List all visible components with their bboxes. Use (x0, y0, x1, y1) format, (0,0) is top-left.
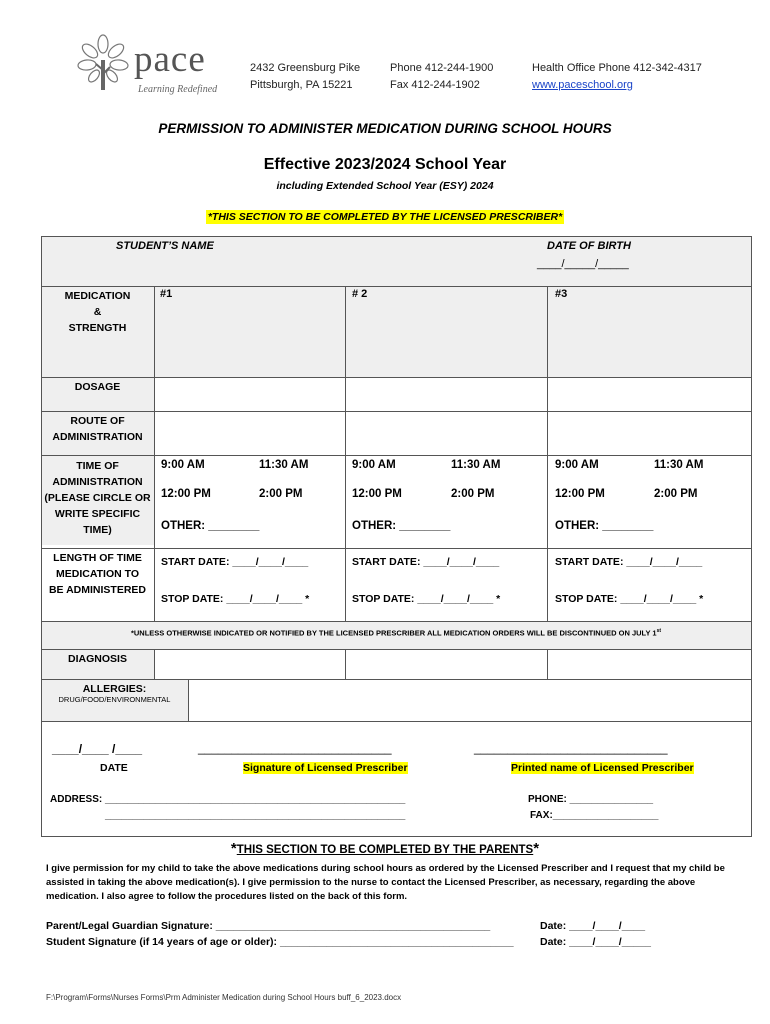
printed-name-label: Printed name of Licensed Prescriber (511, 762, 694, 774)
discontinue-note: *UNLESS OTHERWISE INDICATED OR NOTIFIED BY THE LICENSED PRESCRIBER ALL MEDICATION ORDERS WILL BE DISCONTINUED ON JULY 1st (130, 628, 662, 638)
allergies-label: ALLERGIES: DRUG/FOOD/ENVIRONMENTAL (58, 683, 171, 704)
student-signature-field[interactable]: Student Signature (if 14 years of age or older): ________________________________________ (46, 936, 514, 948)
allergies-field[interactable] (190, 681, 749, 719)
time-option-1130am[interactable]: 11:30 AM (654, 459, 704, 471)
student-date-field[interactable]: Date: ____/____/_____ (540, 936, 651, 948)
dob-field[interactable]: ____/_____/_____ (537, 258, 629, 270)
length-label: LENGTH OF TIME MEDICATION TO BE ADMINISTERED (48, 552, 147, 596)
time-other-field[interactable]: OTHER: ________ (161, 520, 260, 532)
dosage-field-1[interactable] (156, 379, 343, 409)
phone-number: Phone 412-244-1900 (390, 62, 494, 74)
address-line2: Pittsburgh, PA 15221 (250, 79, 353, 91)
time-option-900am[interactable]: 9:00 AM (555, 459, 599, 471)
website-link[interactable]: www.paceschool.org (532, 79, 633, 91)
school-address (250, 60, 360, 94)
time-option-1200pm[interactable]: 12:00 PM (555, 488, 605, 500)
parent-date-field[interactable]: Date: ____/____/____ (540, 920, 646, 932)
prescriber-signature-line[interactable]: _____________________________ (198, 741, 392, 755)
prescriber-date-field[interactable]: ____/____ /____ (52, 742, 143, 756)
time-option-1200pm[interactable]: 12:00 PM (161, 488, 211, 500)
stop-date-field[interactable]: STOP DATE: ____/____/____ * (555, 593, 704, 605)
parent-signature-field[interactable]: Parent/Legal Guardian Signature: _______________________________________________ (46, 920, 491, 932)
stop-date-field[interactable]: STOP DATE: ____/____/____ * (161, 593, 310, 605)
address-field[interactable]: ADDRESS: ______________________________________________________ (50, 794, 406, 805)
prescriber-section-note: *THIS SECTION TO BE COMPLETED BY THE LICENSED PRESCRIBER* (207, 211, 563, 223)
parents-section-heading: *THIS SECTION TO BE COMPLETED BY THE PARENTS* (230, 840, 540, 857)
prescriber-signature-label: Signature of Licensed Prescriber (243, 762, 408, 774)
time-option-1130am[interactable]: 11:30 AM (259, 459, 309, 471)
dosage-field-2[interactable] (347, 379, 545, 409)
fax-number: Fax 412-244-1902 (390, 79, 480, 91)
prescriber-phone-field[interactable]: PHONE: _______________ (528, 794, 654, 805)
start-date-field[interactable]: START DATE: ____/____/____ (352, 556, 500, 568)
time-other-field[interactable]: OTHER: ________ (555, 520, 654, 532)
address-field-line2[interactable]: ______________________________________________________ (105, 810, 406, 821)
dosage-field-3[interactable] (549, 379, 749, 409)
school-phone-fax (390, 60, 493, 94)
pace-logo (72, 34, 232, 100)
dob-label: DATE OF BIRTH (547, 240, 631, 252)
time-other-field[interactable]: OTHER: ________ (352, 520, 451, 532)
date-label: DATE (100, 762, 128, 774)
time-option-1200pm[interactable]: 12:00 PM (352, 488, 402, 500)
medication-col-1[interactable]: #1 (160, 288, 173, 300)
health-office (532, 60, 702, 94)
printed-name-line[interactable]: _____________________________ (474, 741, 668, 755)
medication-label: MEDICATION & STRENGTH (64, 290, 131, 334)
diagnosis-field-1[interactable] (156, 651, 343, 677)
time-option-200pm[interactable]: 2:00 PM (259, 488, 303, 500)
time-option-1130am[interactable]: 11:30 AM (451, 459, 501, 471)
start-date-field[interactable]: START DATE: ____/____/____ (555, 556, 703, 568)
time-label: TIME OF ADMINISTRATION (PLEASE CIRCLE OR WRITE SPECIFIC TIME) (44, 460, 151, 536)
logo-tagline: Learning Redefined (138, 84, 218, 95)
dosage-label: DOSAGE (74, 381, 121, 393)
medication-col-2[interactable]: # 2 (352, 288, 368, 300)
diagnosis-field-2[interactable] (347, 651, 545, 677)
time-option-200pm[interactable]: 2:00 PM (451, 488, 495, 500)
start-date-field[interactable]: START DATE: ____/____/____ (161, 556, 309, 568)
prescriber-fax-field[interactable]: FAX:___________________ (530, 810, 659, 821)
time-option-900am[interactable]: 9:00 AM (161, 459, 205, 471)
diagnosis-label: DIAGNOSIS (68, 653, 127, 665)
esy-note: including Extended School Year (ESY) 2024 (276, 180, 494, 192)
student-name-label: STUDENT’S NAME (116, 240, 214, 252)
parent-consent-text: I give permission for my child to take the above medications during school hours as ordered by the Licensed Prescriber and I request that my child be assisted in taking the above medication(s). I give permission to the nurse to contact the Licensed Prescriber, as necessary, regarding the above medication. I also agree to follow the procedures listed on the back of this form. (46, 863, 725, 902)
logo-word: pace (134, 39, 206, 80)
medication-col-3[interactable]: #3 (555, 288, 568, 300)
tree-flower-icon (72, 34, 134, 94)
time-option-200pm[interactable]: 2:00 PM (654, 488, 698, 500)
form-title: PERMISSION TO ADMINISTER MEDICATION DURING SCHOOL HOURS (158, 121, 612, 136)
time-option-900am[interactable]: 9:00 AM (352, 459, 396, 471)
route-label: ROUTE OF ADMINISTRATION (52, 415, 143, 443)
diagnosis-field-3[interactable] (549, 651, 749, 677)
stop-date-field[interactable]: STOP DATE: ____/____/____ * (352, 593, 501, 605)
health-office-phone: Health Office Phone 412-342-4317 (532, 62, 702, 74)
address-line1: 2432 Greensburg Pike (250, 62, 361, 74)
effective-year: Effective 2023/2024 School Year (263, 156, 507, 173)
file-path-footer: F:\Program\Forms\Nurses Forms\Prm Administer Medication during School Hours buff_6_2023.docx (46, 993, 402, 1002)
